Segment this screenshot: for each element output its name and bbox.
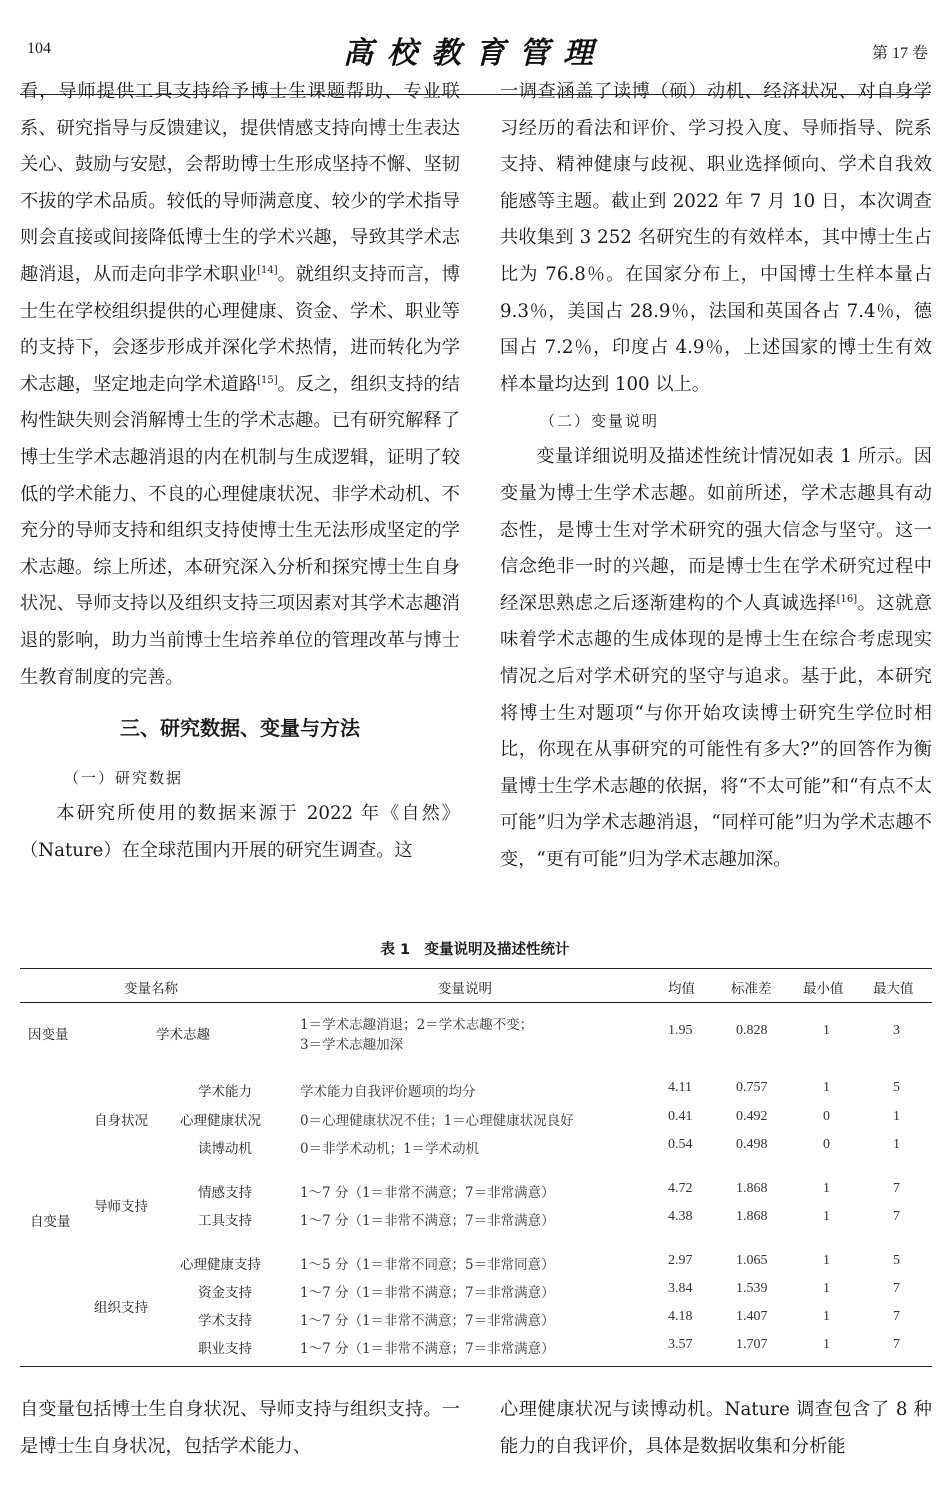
table-row-min: 0 <box>823 1109 830 1124</box>
table-row-desc: 1～7 分（1＝非常不满意；7＝非常满意） <box>300 1285 555 1301</box>
right-column <box>500 74 932 878</box>
group-independent: 自变量 <box>30 1214 71 1230</box>
table-row-max: 7 <box>893 1281 900 1296</box>
table-row-desc: 1～7 分（1＝非常不满意；7＝非常满意） <box>300 1313 555 1329</box>
table-row-sd: 1.539 <box>736 1281 768 1296</box>
page-number: 104 <box>27 40 51 57</box>
table-row-min: 1 <box>823 1309 830 1324</box>
subsection-heading-variables: （二）变量说明 <box>540 412 660 431</box>
header-min: 最小值 <box>803 981 844 997</box>
table-row-mean: 3.57 <box>668 1337 693 1352</box>
table-row-name: 职业支持 <box>198 1341 252 1357</box>
table-row-name: 工具支持 <box>198 1213 252 1229</box>
table-row-min: 1 <box>823 1281 830 1296</box>
table-row-desc: 1～5 分（1＝非常不同意；5＝非常同意） <box>300 1257 555 1273</box>
bottom-right-paragraph <box>500 1392 932 1465</box>
journal-title: 高校教育管理 <box>343 36 607 71</box>
table-row-min: 1 <box>823 1181 830 1196</box>
table-row-desc: 1～7 分（1＝非常不满意；7＝非常满意） <box>300 1185 555 1201</box>
table-row-min: 1 <box>823 1023 830 1038</box>
table-row-mean: 0.41 <box>668 1109 693 1124</box>
table-row-mean: 2.97 <box>668 1253 693 1268</box>
group-self-status: 自身状况 <box>94 1113 148 1129</box>
citation-14: [14] <box>257 264 278 276</box>
table-row-mean: 4.72 <box>668 1181 693 1196</box>
table-row-desc: 0＝心理健康状况不佳；1＝心理健康状况良好 <box>300 1113 574 1129</box>
table-row-desc: 1～7 分（1＝非常不满意；7＝非常满意） <box>300 1213 555 1229</box>
table-row-sd: 0.492 <box>736 1109 768 1124</box>
table-row-max: 7 <box>893 1209 900 1224</box>
header-mean: 均值 <box>668 981 695 997</box>
header-sd: 标准差 <box>731 981 772 997</box>
table-row-max: 7 <box>893 1181 900 1196</box>
variables-table <box>20 968 932 1368</box>
table-row-min: 1 <box>823 1080 830 1095</box>
table-row-name: 学术能力 <box>198 1084 252 1100</box>
bottom-left-paragraph <box>20 1392 460 1465</box>
table-row-min: 1 <box>823 1209 830 1224</box>
citation-16: [16] <box>836 593 858 605</box>
table-row-name: 心理健康支持 <box>180 1257 261 1273</box>
table-row-sd: 1.868 <box>736 1181 768 1196</box>
table-row-mean: 4.38 <box>668 1209 693 1224</box>
right-paragraph-2: 变量详细说明及描述性统计情况如表 1 所示。因变量为博士生学术志趣。如前所述，学术志趣具有动态性，是博士生对学术研究的强大信念与坚守。这一信念绝非一时的兴趣，而是博士生在学术研究过程中经深思熟虑之后逐渐建构的个人真诚选择[16]。这就意味着学术志趣的生成体现的是博士生在综合考虑现实情况之后对学术研究的坚守与追求。基于此，本研究将博士生对题项“与你开始攻读博士研究生学位时相比，你现在从事研究的可能性有多大?”的回答作为衡量博士生学术志趣的依据，将“不太可能”和“有点不太可能”归为学术志趣消退，“同样可能”归为学术志趣不变，“更有可能”归为学术志趣加深。 <box>500 446 932 870</box>
table-row-min: 1 <box>823 1253 830 1268</box>
table-row-name: 学术志趣 <box>156 1027 210 1043</box>
bottom-left-text: 自变量包括博士生自身状况、导师支持与组织支持。一是博士生自身状况，包括学术能力、 <box>20 1399 460 1457</box>
table-row-name: 读博动机 <box>198 1141 252 1157</box>
table-row-sd: 0.828 <box>736 1023 768 1038</box>
right-paragraph-1: 一调查涵盖了读博（硕）动机、经济状况、对自身学习经历的看法和评价、学习投入度、导师指导、院系支持、精神健康与歧视、职业选择倾向、学术自我效能感等主题。截止到 2022 年 7 月 10 日，本次调查共收集到 3 252 名研究生的有效样本，其中博士生占比为 76.8％。在国家分布上，中国博士生样本量占 9.3％，美国占 28.9％，法国和英国各占 7.4％，德国占 7.2％，印度占 4.9％，上述国家的博士生有效样本量均达到 100 以上。 <box>500 81 932 395</box>
table-row-desc: 1～7 分（1＝非常不满意；7＝非常满意） <box>300 1341 555 1357</box>
table-row-min: 1 <box>823 1337 830 1352</box>
table-row-desc: 学术能力自我评价题项的均分 <box>300 1084 476 1100</box>
left-column <box>20 74 460 869</box>
table-caption: 表 1 变量说明及描述性统计 <box>380 942 570 958</box>
table-bottom-rule <box>20 1366 932 1367</box>
table-row-sd: 0.757 <box>736 1080 768 1095</box>
table-row-name: 学术支持 <box>198 1313 252 1329</box>
table-row-mean: 4.11 <box>668 1080 692 1095</box>
table-row-name: 资金支持 <box>198 1285 252 1301</box>
left-paragraph-1: 看，导师提供工具支持给予博士生课题帮助、专业联系、研究指导与反馈建议，提供情感支持向博士生表达关心、鼓励与安慰，会帮助博士生形成坚持不懈、坚韧不拔的学术品质。较低的导师满意度、较少的学术指导则会直接或间接降低博士生的学术兴趣，导致其学术志趣消退，从而走向非学术职业[14]。就组织支持而言，博士生在学校组织提供的心理健康、资金、学术、职业等的支持下，会逐步形成并深化学术热情，进而转化为学术志趣，坚定地走向学术道路[15]。反之，组织支持的结构性缺失则会消解博士生的学术志趣。已有研究解释了博士生学术志趣消退的内在机制与生成逻辑，证明了较低的学术能力、不良的心理健康状况、非学术动机、不充分的导师支持和组织支持使博士生无法形成坚定的学术志趣。综上所述，本研究深入分析和探究博士生自身状况、导师支持以及组织支持三项因素对其学术志趣消退的影响，助力当前博士生培养单位的管理改革与博士生教育制度的完善。 <box>20 81 460 688</box>
table-row-name: 情感支持 <box>198 1185 252 1201</box>
table-row-desc-line2: 3＝学术志趣加深 <box>300 1037 404 1053</box>
header-max: 最大值 <box>873 981 914 997</box>
subsection-heading-data: （一）研究数据 <box>64 769 184 788</box>
table-row-min: 0 <box>823 1137 830 1152</box>
page-header <box>0 28 950 72</box>
table-row-mean: 0.54 <box>668 1137 693 1152</box>
table-top-rule <box>20 968 932 969</box>
table-row-sd: 1.407 <box>736 1309 768 1324</box>
table-header-rule <box>20 1002 932 1003</box>
table-row-sd: 0.498 <box>736 1137 768 1152</box>
table-row-name: 心理健康状况 <box>180 1113 261 1129</box>
table-row-desc: 1＝学术志趣消退；2＝学术志趣不变； <box>300 1017 534 1033</box>
table-row-max: 5 <box>893 1080 900 1095</box>
table-row-mean: 4.18 <box>668 1309 693 1324</box>
citation-15: [15] <box>257 374 278 386</box>
table-row-sd: 1.065 <box>736 1253 768 1268</box>
table-row-max: 7 <box>893 1309 900 1324</box>
table-row-max: 3 <box>893 1023 900 1038</box>
group-org-support: 组织支持 <box>94 1300 148 1316</box>
bottom-right-text: 心理健康状况与读博动机。Nature 调查包含了 8 种能力的自我评价，具体是数据收集和分析能 <box>500 1399 932 1457</box>
header-variable-name: 变量名称 <box>124 981 178 997</box>
group-mentor-support: 导师支持 <box>94 1199 148 1215</box>
volume-label: 第 17 卷 <box>871 45 928 62</box>
header-variable-description: 变量说明 <box>438 981 492 997</box>
table-row-desc: 0＝非学术动机；1＝学术动机 <box>300 1141 480 1157</box>
table-row-max: 1 <box>893 1109 900 1124</box>
section-heading: 三、研究数据、变量与方法 <box>120 716 360 741</box>
table-row-max: 5 <box>893 1253 900 1268</box>
table-row-sd: 1.707 <box>736 1337 768 1352</box>
left-paragraph-2: 本研究所使用的数据来源于 2022 年《自然》（Nature）在全球范围内开展的研究生调查。这 <box>20 803 460 861</box>
table-row-max: 1 <box>893 1137 900 1152</box>
group-dependent: 因变量 <box>28 1027 69 1043</box>
table-row-max: 7 <box>893 1337 900 1352</box>
table-row-mean: 1.95 <box>668 1023 693 1038</box>
table-row-mean: 3.84 <box>668 1281 693 1296</box>
table-row-sd: 1.868 <box>736 1209 768 1224</box>
